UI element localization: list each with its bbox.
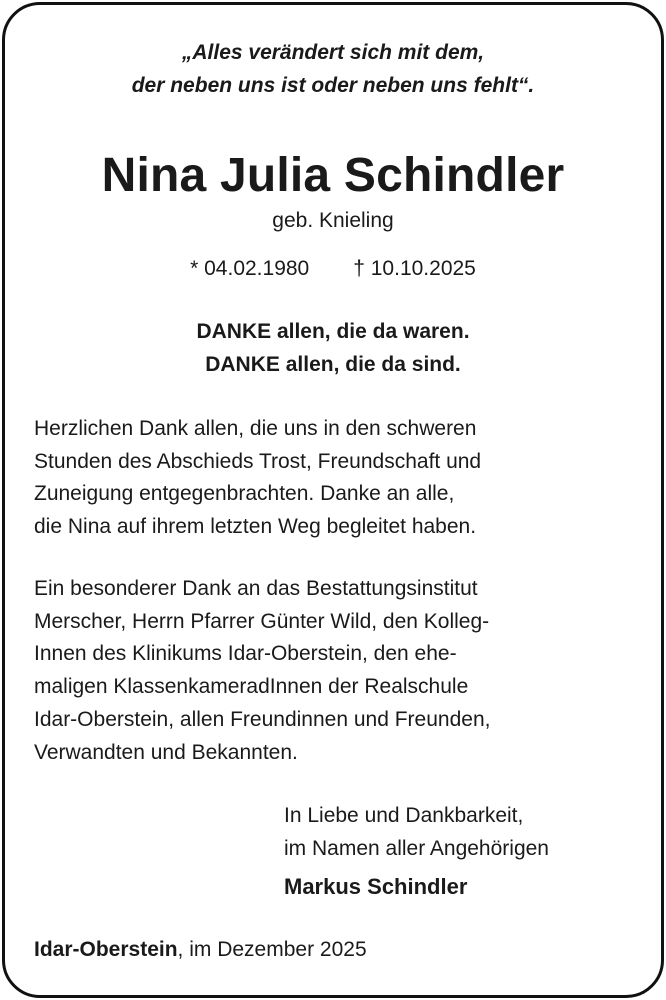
life-dates: [0, 255, 666, 283]
paragraph-line: die Nina auf ihrem letzten Weg begleitet haben.: [34, 515, 477, 539]
place-name: Idar-Oberstein: [34, 938, 178, 961]
paragraph-line: Merscher, Herrn Pfarrer Günter Wild, den Kolleg-: [34, 609, 490, 633]
closing-lines: [284, 800, 644, 865]
closing-line: im Namen aller Angehörigen: [284, 836, 549, 860]
deceased-name: Nina Julia Schindler: [101, 149, 565, 202]
paragraph-line: Herzlichen Dank allen, die uns in den schweren: [34, 417, 477, 440]
quote: [0, 36, 666, 102]
quote-line: „Alles verändert sich mit dem,: [181, 41, 485, 64]
quote-line: der neben uns ist oder neben uns fehlt“.: [131, 74, 535, 97]
paragraph-line: Idar-Oberstein, allen Freundinnen und Freunden,: [34, 707, 491, 731]
closing-line: In Liebe und Dankbarkeit,: [284, 804, 524, 827]
paragraph-line: Verwandten und Bekannten.: [34, 740, 298, 764]
thanks-paragraph: [34, 413, 634, 544]
birth-name: geb. Knieling: [272, 209, 394, 232]
special-thanks-paragraph: [34, 573, 634, 769]
place-date: [34, 935, 666, 965]
paragraph-line: maligen KlassenkameradInnen der Realschule: [34, 675, 469, 699]
paragraph-line: Innen des Klinikums Idar-Oberstein, den ehe-: [34, 642, 457, 666]
paragraph-line: Zuneigung entgegenbrachten. Danke an alle,: [34, 482, 455, 506]
birth-date: * 04.02.1980: [190, 257, 310, 280]
thanks-line: DANKE allen, die da sind.: [205, 353, 461, 376]
thanks-heading: [0, 315, 666, 381]
signer-name: Markus Schindler: [284, 874, 468, 899]
date-text: , im Dezember 2025: [177, 938, 367, 961]
thanks-line: DANKE allen, die da waren.: [196, 320, 470, 343]
paragraph-line: Stunden des Abschieds Trost, Freundschaft und: [34, 449, 482, 473]
paragraph-line: Ein besonderer Dank an das Bestattungsinstitut: [34, 577, 478, 600]
death-date: † 10.10.2025: [353, 257, 476, 280]
